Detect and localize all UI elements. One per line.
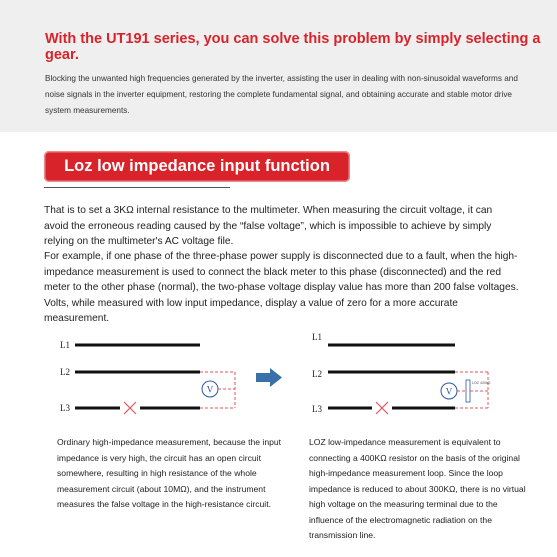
- right-voltmeter-symbol: V: [445, 386, 453, 397]
- left-break-mark: [124, 402, 136, 414]
- resistor-label: LOZ 400kΩ: [472, 381, 491, 385]
- section-title: Loz low impedance input function: [64, 157, 330, 175]
- headline: With the UT191 series, you can solve this problem by simply selecting a gear.: [45, 31, 541, 63]
- arrow-icon: [256, 368, 282, 387]
- high-impedance-diagram: [75, 345, 235, 414]
- description-paragraph-1: That is to set a 3KΩ internal resistance to the multimeter. When measuring the circuit voltage, it can avoid the erroneous reading caused by the “false voltage”, which is impossible to achieve by simply relying on the multimeter's AC voltage file.: [44, 205, 493, 247]
- right-break-mark: [376, 402, 388, 414]
- right-label-l2: L2: [312, 369, 322, 379]
- left-label-l2: L2: [60, 367, 70, 377]
- description-paragraph-2: For example, if one phase of the three-phase power supply is disconnected due to a fault, when the high-impedance measurement is used to connect the black meter to this phase (disconnected) and the red meter to the other phase (normal), the two-phase voltage display value has more than 200 false voltages. Volts, while measured with low input impedance, display a value of zero for a more accurate measurement.: [44, 251, 519, 324]
- resistor-icon: [466, 380, 470, 402]
- caption-low-impedance: LOZ low-impedance measurement is equivalent to connecting a 400KΩ resistor on the basis of the original high-impedance measurement loop. Since the loop impedance is reduced to about 300KΩ, there is no virtual high voltage on the measuring terminal due to the influence of the electromagnetic radiation on the transmission line.: [309, 437, 526, 540]
- right-label-l1: L1: [312, 332, 322, 342]
- left-voltmeter-symbol: V: [206, 384, 214, 395]
- intro-text: Blocking the unwanted high frequencies generated by the inverter, assisting the user in dealing with non-sinusoidal waveforms and noise signals in the inverter equipment, restoring the complete fundamental signal, and obtaining accurate and stable motor drive system measurements.: [45, 74, 518, 115]
- caption-high-impedance: Ordinary high-impedance measurement, because the input impedance is very high, the circuit has an open circuit somewhere, resulting in high resistance of the whole measurement circuit (about 10MΩ), and the instrument measures the false voltage in the high-resistance circuit.: [57, 437, 282, 509]
- left-label-l3: L3: [60, 403, 70, 413]
- low-impedance-diagram: [328, 345, 491, 414]
- left-label-l1: L1: [60, 340, 70, 350]
- right-label-l3: L3: [312, 404, 322, 414]
